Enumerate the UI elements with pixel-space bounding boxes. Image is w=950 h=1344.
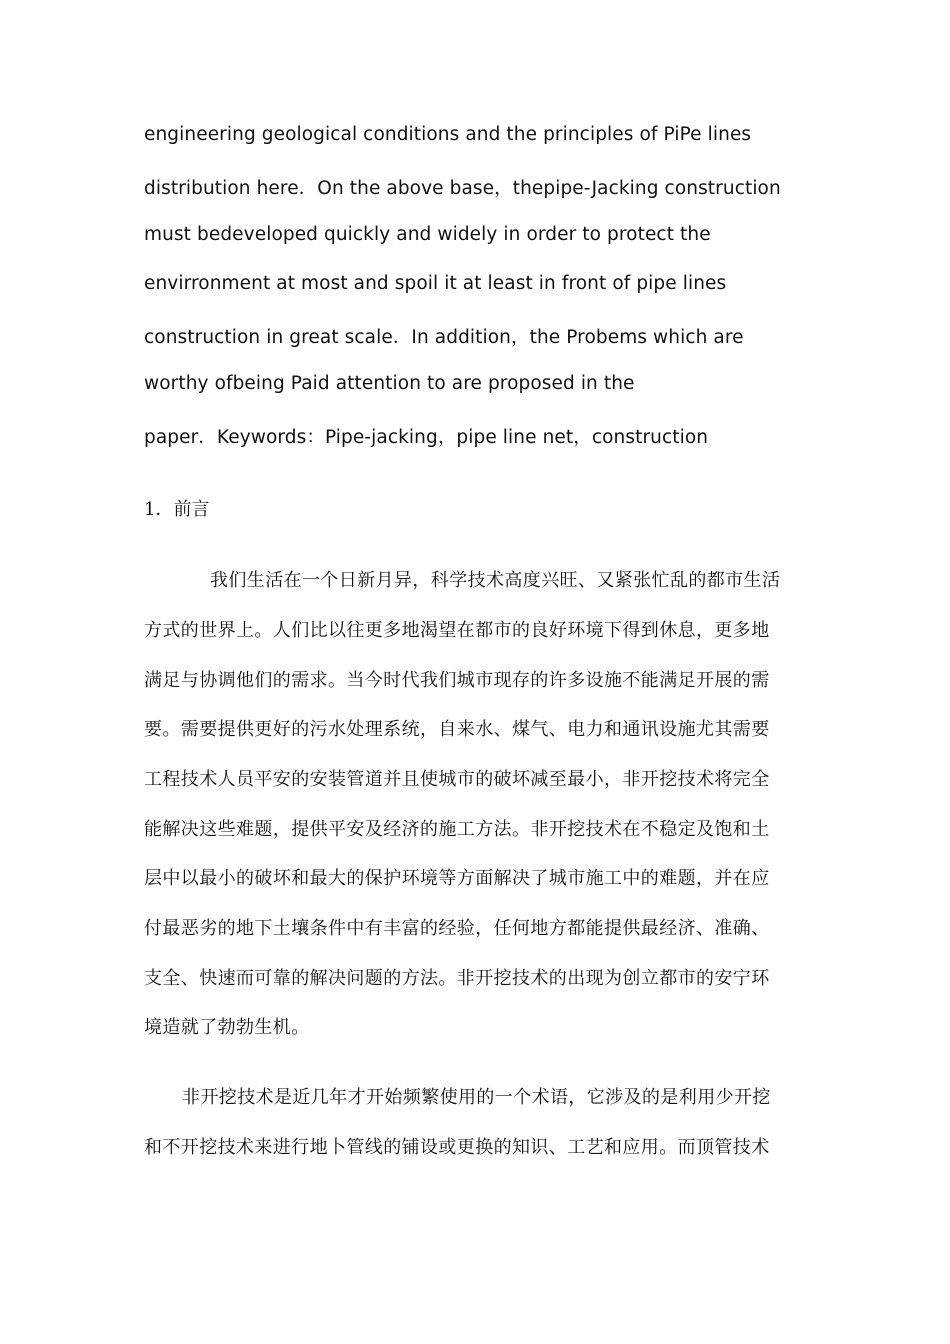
paragraph-line: 支全、快速而可靠的解决问题的方法。非开挖技术的出现为创立都市的安宁环 — [144, 968, 770, 989]
abstract-line: worthy ofbeing Paid attention to are proposed in the — [144, 373, 635, 394]
abstract-line: engineering geological conditions and the principles of PiPe lines — [144, 124, 752, 145]
abstract-line: distribution here．On the above base，thepipe-Jacking construction — [144, 178, 781, 199]
keywords-line: paper．Keywords：Pipe-jacking，pipe line net，construction — [144, 427, 709, 448]
paragraph-line: 层中以最小的破坏和最大的保护环境等方面解决了城市施工中的难题，并在应 — [144, 868, 770, 889]
paragraph-line: 和不开挖技术来进行地卜管线的铺设或更换的知识、工艺和应用。而顶管技术 — [144, 1137, 770, 1158]
abstract-line: construction in great scale．In addition，the Probems which are — [144, 327, 744, 348]
paragraph-line: 满足与协调他们的需求。当今时代我们城市现存的许多设施不能满足开展的需 — [144, 670, 770, 691]
paragraph-line: 方式的世界上。人们比以往更多地渴望在都市的良好环境下得到休息，更多地 — [144, 620, 770, 641]
paragraph-line: 非开挖技术是近几年才开始频繁使用的一个术语，它涉及的是利用少开挖 — [182, 1087, 771, 1108]
paragraph-line: 能解决这些难题，提供平安及经济的施工方法。非开挖技术在不稳定及饱和土 — [144, 819, 770, 840]
paragraph-line: 付最恶劣的地下土壤条件中有丰富的经验，任何地方都能提供最经济、准确、 — [144, 918, 770, 939]
paragraph-line: 要。需要提供更好的污水处理系统，自来水、煤气、电力和通讯设施尤其需要 — [144, 719, 770, 740]
abstract-line: envirronment at most and spoil it at least in front of pipe lines — [144, 273, 727, 294]
paragraph-line: 工程技术人员平安的安装管道并且使城市的破坏减至最小，非开挖技术将完全 — [144, 769, 770, 790]
section-heading: 1．前言 — [144, 499, 210, 520]
paragraph-line: 我们生活在一个日新月异，科学技术高度兴旺、又紧张忙乱的都市生活 — [210, 570, 781, 591]
paragraph-line: 境造就了勃勃生机。 — [144, 1017, 310, 1038]
abstract-line: must bedeveloped quickly and widely in order to protect the — [144, 224, 711, 245]
